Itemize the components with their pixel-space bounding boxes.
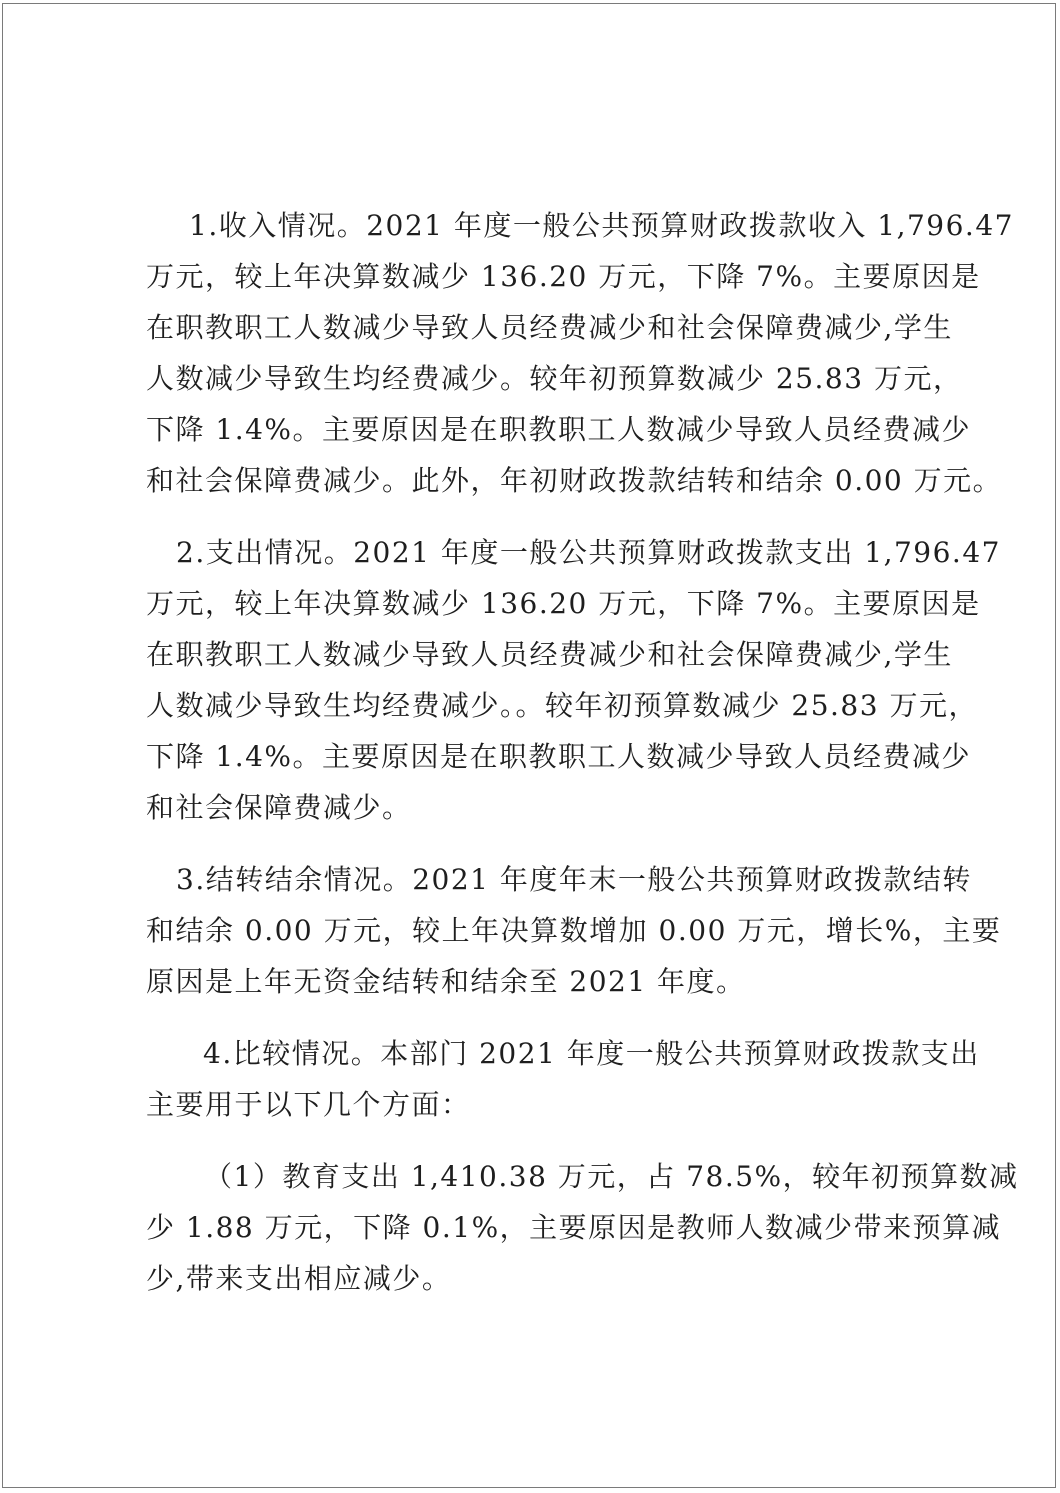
paragraph-line: 1.收入情况。2021 年度一般公共预算财政拨款收入 1,796.47	[189, 209, 1014, 242]
paragraph-line: 人数减少导致生均经费减少。较年初预算数减少 25.83 万元，	[146, 362, 963, 395]
paragraph-line: 和社会保障费减少。此外，年初财政拨款结转和结余 0.00 万元。	[146, 464, 1003, 497]
paragraph-expenditure	[146, 527, 1001, 833]
paragraph-education	[146, 1151, 1019, 1304]
paragraph-line: 4.比较情况。本部门 2021 年度一般公共预算财政拨款支出	[203, 1037, 980, 1070]
paragraph-carryover	[146, 854, 1002, 1007]
paragraph-line: 人数减少导致生均经费减少。。较年初预算数减少 25.83 万元，	[146, 689, 978, 722]
paragraph-income	[146, 200, 1014, 506]
paragraph-line: 万元，较上年决算数减少 136.20 万元，下降 7%。主要原因是	[146, 260, 981, 293]
paragraph-line: 在职教职工人数减少导致人员经费减少和社会保障费减少,学生	[146, 311, 953, 344]
paragraph-line: 主要用于以下几个方面：	[146, 1088, 471, 1121]
document-page	[2, 3, 1056, 1488]
paragraph-line: 在职教职工人数减少导致人员经费减少和社会保障费减少,学生	[146, 638, 953, 671]
paragraph-line: 下降 1.4%。主要原因是在职教职工人数减少导致人员经费减少	[146, 413, 972, 446]
document-body	[146, 200, 1019, 1304]
paragraph-line: （1）教育支出 1,410.38 万元，占 78.5%，较年初预算数减	[204, 1160, 1019, 1193]
paragraph-line: 2.支出情况。2021 年度一般公共预算财政拨款支出 1,796.47	[176, 536, 1001, 569]
paragraph-line: 少,带来支出相应减少。	[146, 1262, 452, 1295]
paragraph-line: 原因是上年无资金结转和结余至 2021 年度。	[146, 965, 746, 998]
paragraph-line: 3.结转结余情况。2021 年度年末一般公共预算财政拨款结转	[176, 863, 972, 896]
paragraph-line: 少 1.88 万元，下降 0.1%，主要原因是教师人数减少带来预算减	[146, 1211, 1002, 1244]
paragraph-line: 和结余 0.00 万元，较上年决算数增加 0.00 万元，增长%，主要	[146, 914, 1002, 947]
paragraph-comparison	[146, 1028, 980, 1130]
paragraph-line: 和社会保障费减少。	[146, 791, 412, 824]
paragraph-line: 万元，较上年决算数减少 136.20 万元，下降 7%。主要原因是	[146, 587, 981, 620]
paragraph-line: 下降 1.4%。主要原因是在职教职工人数减少导致人员经费减少	[146, 740, 972, 773]
